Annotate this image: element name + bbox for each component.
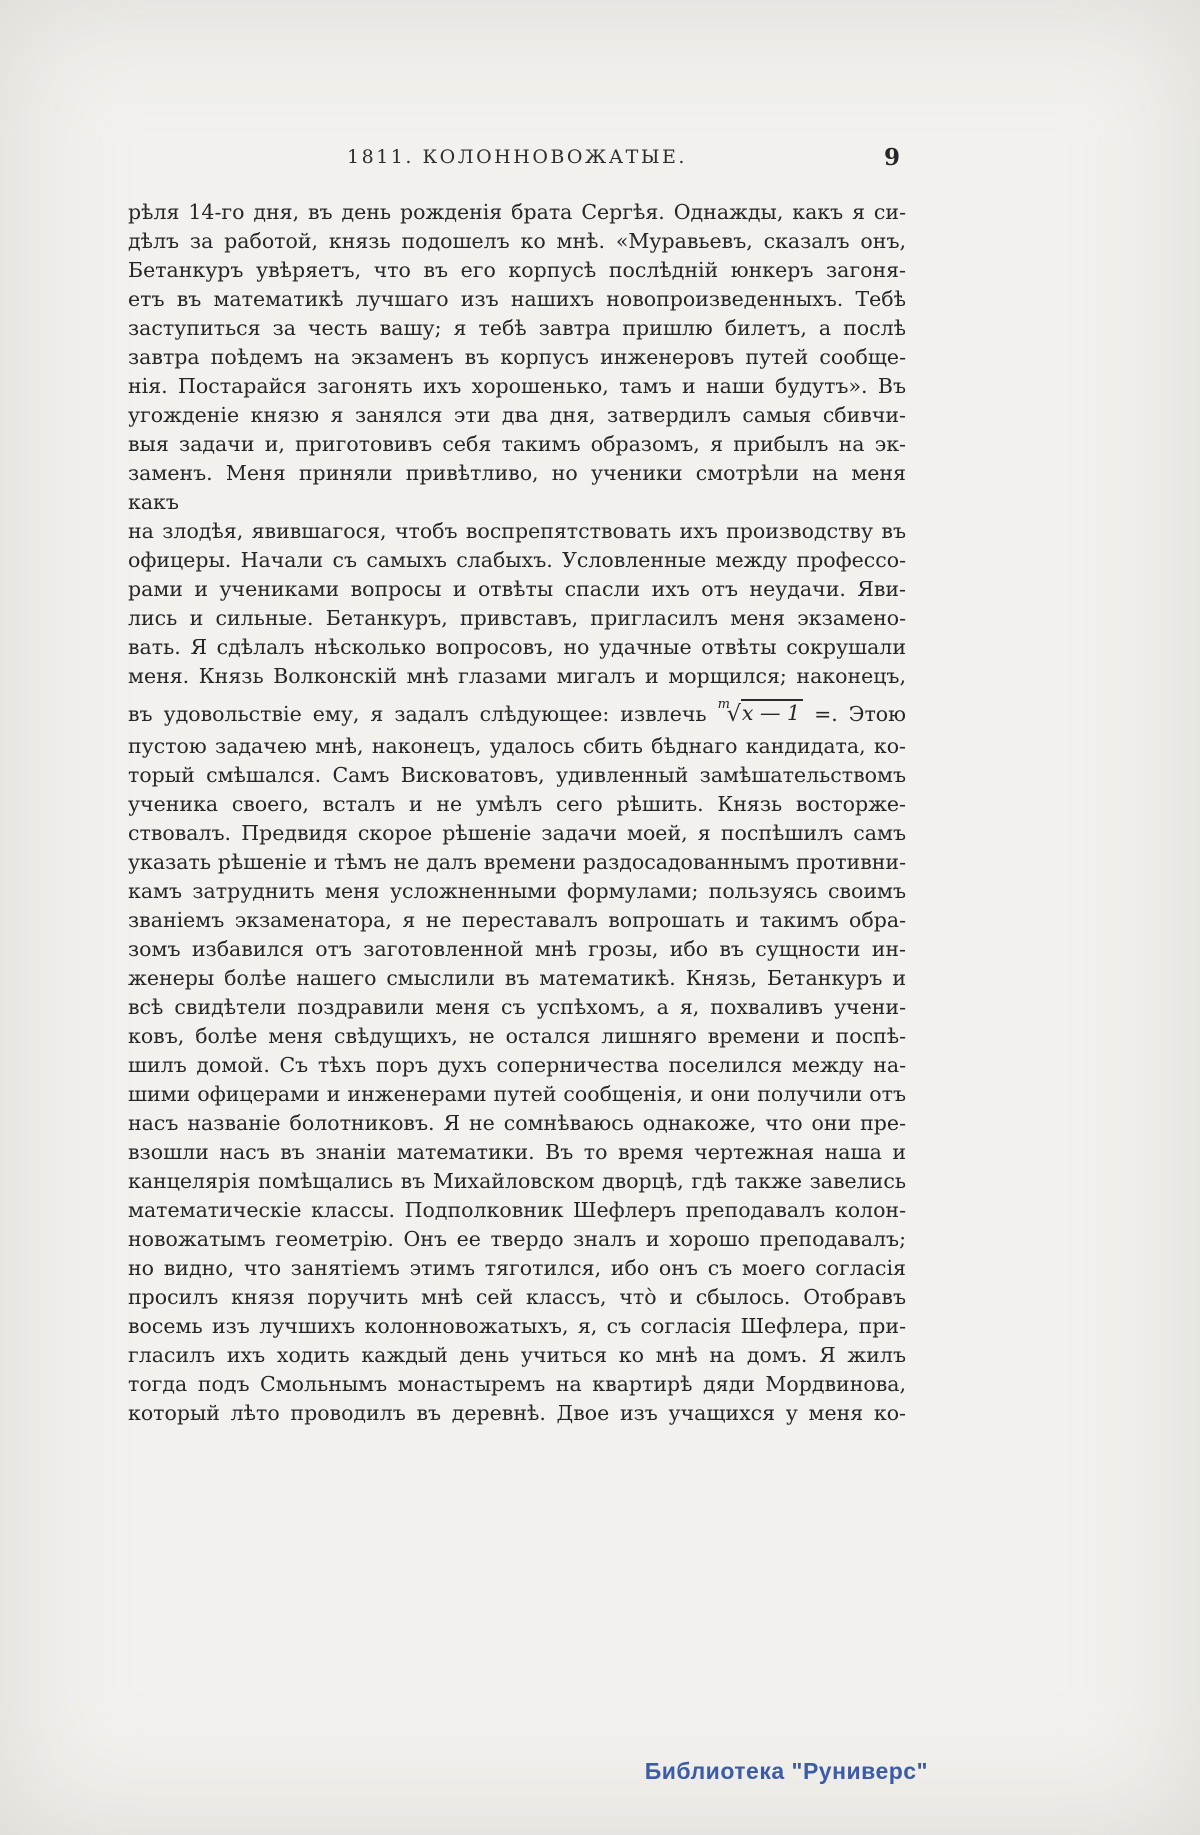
text-line: шилъ домой. Съ тѣхъ поръ духъ соперничества поселился между на- (128, 1053, 906, 1077)
text-line: выя задачи и, приготовивъ себя такимъ образомъ, я прибылъ на эк- (128, 432, 906, 456)
text-line: взошли насъ въ знаніи математики. Въ то время чертежная наша и (128, 1140, 906, 1164)
text-column (128, 0, 906, 1428)
text-line: лись и сильные. Бетанкуръ, привставъ, пригласилъ меня экзамено- (128, 606, 906, 630)
text-line: указать рѣшеніе и тѣмъ не далъ времени раздосадованнымъ противни- (128, 850, 906, 874)
formula-radicand: x — 1 (741, 699, 803, 725)
formula-exponent: m (717, 697, 730, 712)
text-line: ученика своего, всталъ и не умѣлъ сего рѣшить. Князь восторже- (128, 792, 906, 816)
text-line: канцелярія помѣщались въ Михайловском дворцѣ, гдѣ также завелись (128, 1169, 906, 1193)
text-line: нія. Постарайся загонять ихъ хорошенько, тамъ и наши будутъ». Въ (128, 374, 906, 398)
text-line: но видно, что занятіемъ этимъ тяготился, ибо онъ съ моего согласія (128, 1256, 906, 1280)
radical-sign-icon: √ (726, 702, 741, 727)
text-line: угожденіе князю я занялся эти два дня, затвердилъ самыя сбивчи- (128, 403, 906, 427)
body-text (128, 198, 906, 1428)
text-line: ковъ, болѣе меня свѣдущихъ, не остался лишняго времени и поспѣ- (128, 1024, 906, 1048)
text-line: восемь изъ лучшихъ колонновожатыхъ, я, съ согласія Шефлера, при- (128, 1314, 906, 1338)
text-line: всѣ свидѣтели поздравили меня съ успѣхомъ, а я, похваливъ учени- (128, 995, 906, 1019)
text-line: который лѣто проводилъ въ деревнѣ. Двое изъ учащихся у меня ко- (128, 1401, 906, 1425)
text-line: на злодѣя, явившагося, чтобъ воспрепятствовать ихъ производству въ (128, 519, 906, 543)
text-line: просилъ князя поручить мнѣ сей классъ, что̀ и сбылось. Отобравъ (128, 1285, 906, 1309)
text-line: камъ затруднить меня усложненными формулами; пользуясь своимъ (128, 879, 906, 903)
text-line: гласилъ ихъ ходить каждый день учиться ко мнѣ на домъ. Я жилъ (128, 1343, 906, 1367)
text-line: насъ названіе болотниковъ. Я не сомнѣваюсь однакоже, что они пре- (128, 1111, 906, 1135)
page-header (128, 146, 906, 170)
text-line: заменъ. Меня приняли привѣтливо, но ученики смотрѣли на меня какъ (128, 461, 906, 514)
text-line: дѣлъ за работой, князь подошелъ ко мнѣ. «Муравьевъ, сказалъ онъ, (128, 229, 906, 253)
library-watermark: Библиотека "Руниверс" (644, 1758, 928, 1784)
text-line: рами и учениками вопросы и отвѣты спасли ихъ отъ неудачи. Яви- (128, 577, 906, 601)
text-line: завтра поѣдемъ на экзаменъ въ корпусъ инженеровъ путей сообще- (128, 345, 906, 369)
text-line: математическіе классы. Подполковник Шефлеръ преподавалъ колон- (128, 1198, 906, 1222)
radical-formula (717, 697, 804, 732)
formula-after-text: =. Этою (814, 702, 906, 726)
text-line: етъ въ математикѣ лучшаго изъ нашихъ новопроизведенныхъ. Тебѣ (128, 287, 906, 311)
text-line: званіемъ экзаменатора, я не переставалъ вопрошать и такимъ обра- (128, 908, 906, 932)
text-line: шими офицерами и инженерами путей сообщенія, и они получили отъ (128, 1082, 906, 1106)
text-line: новожатымъ геометрію. Онъ ее твердо зналъ и хорошо преподавалъ; (128, 1227, 906, 1251)
running-title: 1811. КОЛОННОВОЖАТЫЕ. (347, 146, 687, 168)
formula-line (128, 691, 906, 732)
text-line: зомъ избавился отъ заготовленной мнѣ грозы, ибо въ сущности ин- (128, 937, 906, 961)
page-number: 9 (883, 144, 900, 171)
formula-before-text: въ удовольствіе ему, я задалъ слѣдующее: извлечь (128, 702, 707, 726)
text-line: пустою задачею мнѣ, наконецъ, удалось сбить бѣднаго кандидата, ко- (128, 734, 906, 758)
text-line: торый смѣшался. Самъ Висковатовъ, удивленный замѣшательствомъ (128, 763, 906, 787)
text-line: меня. Князь Волконскій мнѣ глазами мигалъ и морщился; наконецъ, (128, 664, 906, 688)
text-line: тогда подъ Смольнымъ монастыремъ на квартирѣ дяди Мордвинова, (128, 1372, 906, 1396)
text-line: Бетанкуръ увѣряетъ, что въ его корпусѣ послѣдній юнкеръ загоня- (128, 258, 906, 282)
text-line: рѣля 14-го дня, въ день рожденія брата Сергѣя. Однажды, какъ я си- (128, 200, 906, 224)
text-line: офицеры. Начали съ самыхъ слабыхъ. Условленные между профессо- (128, 548, 906, 572)
text-line: вать. Я сдѣлалъ нѣсколько вопросовъ, но удачные отвѣты сокрушали (128, 635, 906, 659)
text-line: ствовалъ. Предвидя скорое рѣшеніе задачи моей, я поспѣшилъ самъ (128, 821, 906, 845)
text-line: заступиться за честь вашу; я тебѣ завтра пришлю билетъ, а послѣ (128, 316, 906, 340)
text-line: женеры болѣе нашего смыслили въ математикѣ. Князь, Бетанкуръ и (128, 966, 906, 990)
